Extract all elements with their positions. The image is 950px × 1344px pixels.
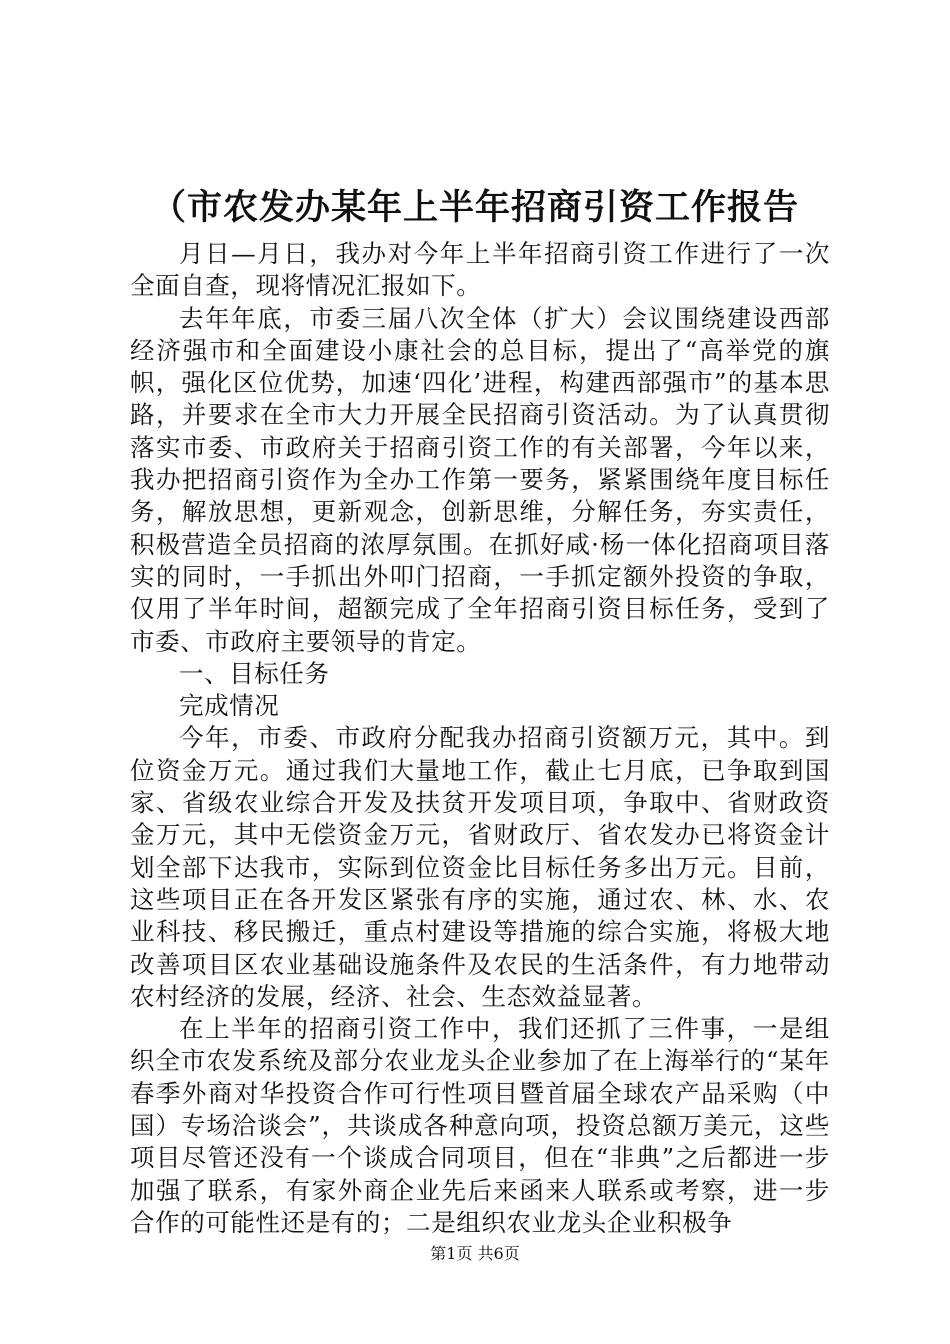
document-title: （市农发办某年上半年招商引资工作报告 <box>150 187 799 228</box>
document-body <box>130 238 830 1239</box>
paragraph-first-half-work: 在上半年的招商引资工作中，我们还抓了三件事，一是组织全市农发系统及部分农业龙头企业参加了在上海举行的“某年春季外商对华投资合作可行性项目暨首届全球农产品采购（中国）专场洽谈会”，共谈成各种意向项，投资总额万美元，这些项目尽管还没有一个谈成合同项目，但在“非典”之后都进一步加强了联系，有家外商企业先后来函来人联系或考察，进一步合作的可能性还是有的；二是组织农业龙头企业积极争 <box>130 1014 830 1237</box>
page-footer: 第1页 共6页 <box>430 1244 520 1263</box>
paragraph-background: 去年年底，市委三届八次全体（扩大）会议围绕建设西部经济强市和全面建设小康社会的总目标，提出了“高举党的旗帜，强化区位优势，加速‘四化’进程，构建西部强市”的基本思路，并要求在全市大力开展全民招商引资活动。为了认真贯彻落实市委、市政府关于招商引资工作的有关部署，今年以来，我办把招商引资作为全办工作第一要务，紧紧围绕年度目标任务，解放思想，更新观念，创新思维，分解任务，夯实责任，积极营造全员招商的浓厚氛围。在抓好咸·杨一体化招商项目落实的同时，一手抓出外叩门招商，一手抓定额外投资的争取，仅用了半年时间，超额完成了全年招商引资目标任务，受到了市委、市政府主要领导的肯定。 <box>130 303 830 656</box>
paragraph-intro: 月日—月日，我办对今年上半年招商引资工作进行了一次全面自查，现将情况汇报如下。 <box>130 239 830 301</box>
paragraph-completion: 今年，市委、市政府分配我办招商引资额万元，其中。到位资金万元。通过我们大量地工作，截止七月底，已争取到国家、省级农业综合开发及扶贫开发项目项，争取中、省财政资金万元，其中无偿资金万元，省财政厅、省农发办已将资金计划全部下达我市，实际到位资金比目标任务多出万元。目前，这些项目正在各开发区紧张有序的实施，通过农、林、水、农业科技、移民搬迁，重点村建设等措施的综合实施，将极大地改善项目区农业基础设施条件及农民的生活条件，有力地带动农村经济的发展，经济、社会、生态效益显著。 <box>130 723 830 1011</box>
subheading-completion: 完成情况 <box>179 691 280 721</box>
section-heading-targets: 一、目标任务 <box>179 658 330 688</box>
